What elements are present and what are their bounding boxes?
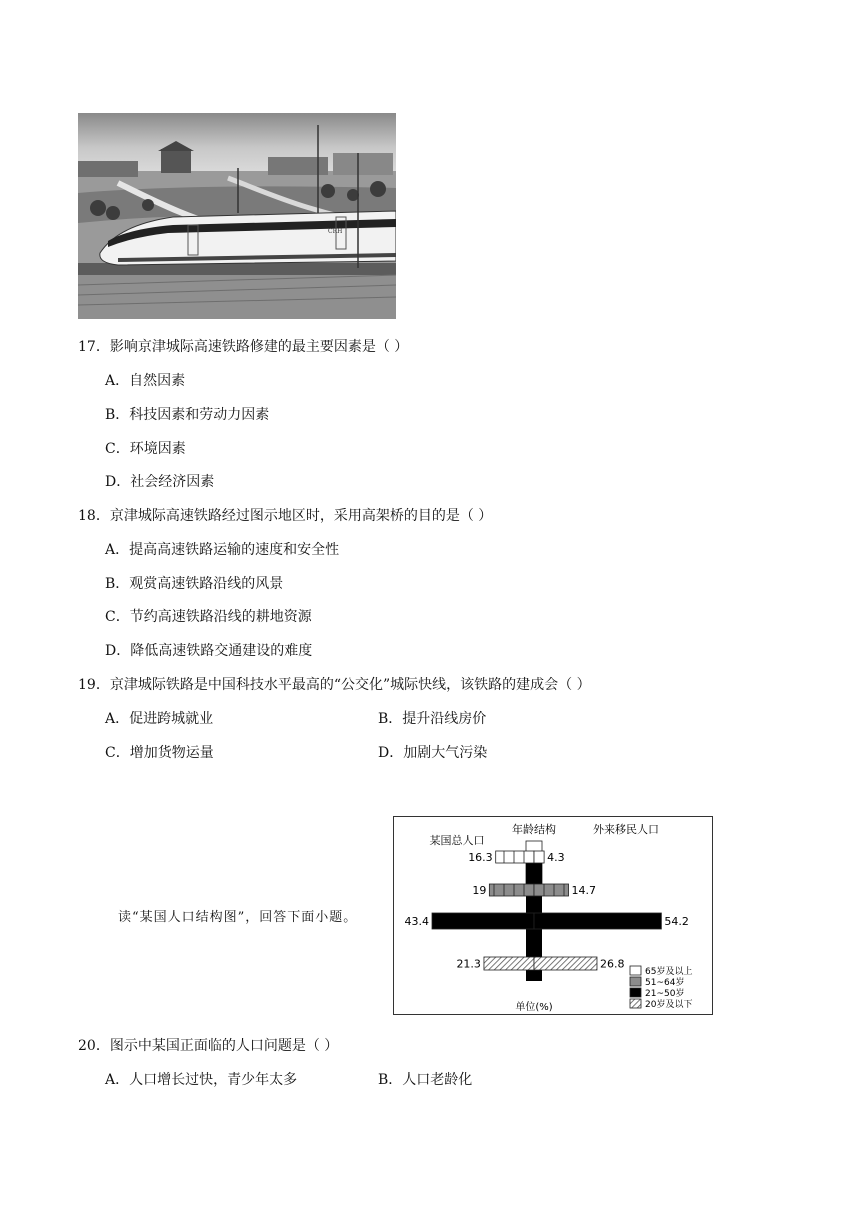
legend-swatch-3: [630, 999, 641, 1008]
bar-left-3: [484, 957, 534, 970]
left-series-label: 某国总人口: [429, 834, 485, 847]
option-19b[interactable]: B．提升沿线房价: [378, 711, 487, 727]
data-label-left-3: 21.3: [456, 957, 481, 971]
question-number: 18: [78, 508, 96, 524]
bar-left-0: [496, 851, 534, 863]
option-20a[interactable]: A．人口增长过快，青少年太多: [105, 1072, 298, 1088]
unit-label: 单位(%): [515, 1002, 553, 1013]
option-17c[interactable]: C．环境因素: [105, 441, 186, 457]
high-speed-train-photo: [78, 113, 396, 319]
legend-swatch-1: [630, 977, 641, 986]
data-label-left-0: 16.3: [468, 851, 493, 864]
option-19c[interactable]: C．增加货物运量: [105, 745, 214, 761]
option-18a[interactable]: A．提高高速铁路运输的速度和安全性: [105, 542, 340, 558]
bar-row-2: [405, 913, 689, 929]
option-18b[interactable]: B．观赏高速铁路沿线的风景: [105, 576, 284, 592]
option-19a[interactable]: A．促进跨城就业: [105, 711, 214, 727]
option-17d[interactable]: D．社会经济因素: [105, 474, 215, 490]
legend-label-2: 21~50岁: [645, 989, 685, 999]
population-structure-chart: [393, 816, 713, 1015]
question-19: 19．京津城际铁路是中国科技水平最高的“公交化”城际快线，该铁路的建成会（ ）: [78, 677, 591, 693]
option-17b[interactable]: B．科技因素和劳动力因素: [105, 407, 270, 423]
bar-right-2: [534, 913, 661, 929]
option-20b[interactable]: B．人口老龄化: [378, 1072, 473, 1088]
question-number: 19: [78, 677, 96, 693]
question-number: 17: [78, 339, 96, 355]
question-17: 17．影响京津城际高速铁路修建的最主要因素是（ ）: [78, 339, 409, 355]
question-number: 20: [78, 1038, 96, 1054]
data-label-right-2: 54.2: [664, 915, 689, 928]
train-photo-graphic: [78, 113, 396, 319]
question-stem: 影响京津城际高速铁路修建的最主要因素是（ ）: [109, 339, 409, 355]
legend-swatch-0: [630, 966, 641, 975]
data-label-right-1: 14.7: [571, 884, 597, 897]
chart-title: 年龄结构: [512, 823, 556, 836]
question-18: 18．京津城际高速铁路经过图示地区时，采用高架桥的目的是（ ）: [78, 508, 493, 524]
option-18d[interactable]: D．降低高速铁路交通建设的难度: [105, 643, 313, 659]
bar-left-1: [489, 884, 534, 896]
bar-right-0: [534, 851, 544, 863]
option-18c[interactable]: C．节约高速铁路沿线的耕地资源: [105, 609, 312, 625]
legend-label-0: 65岁及以上: [645, 967, 693, 977]
question-stem: 京津城际铁路是中国科技水平最高的“公交化”城际快线，该铁路的建成会（ ）: [109, 677, 591, 693]
bar-row-0: [468, 851, 564, 864]
bar-right-1: [534, 884, 569, 896]
legend-swatch-2: [630, 988, 641, 997]
data-label-left-1: 19: [472, 884, 487, 897]
data-label-left-2: 43.4: [404, 915, 430, 928]
option-17a[interactable]: A．自然因素: [105, 373, 186, 389]
question-20: 20．图示中某国正面临的人口问题是（ ）: [78, 1038, 339, 1054]
data-label-right-3: 26.8: [599, 957, 625, 971]
bar-right-3: [534, 957, 597, 970]
chart-intro-text: 读“某国人口结构图”，回答下面小题。: [118, 910, 358, 925]
question-stem: 京津城际高速铁路经过图示地区时，采用高架桥的目的是（ ）: [109, 508, 493, 524]
svg-text:CRH: CRH: [328, 228, 343, 235]
bar-row-1: [472, 884, 596, 897]
legend-label-1: 51~64岁: [645, 978, 685, 988]
right-series-label: 外来移民人口: [593, 823, 659, 836]
bar-left-2: [432, 913, 534, 929]
legend-label-3: 20岁及以下: [645, 1000, 693, 1010]
option-19d[interactable]: D．加剧大气污染: [378, 745, 488, 761]
question-stem: 图示中某国正面临的人口问题是（ ）: [109, 1038, 339, 1054]
data-label-right-0: 4.3: [547, 851, 565, 864]
